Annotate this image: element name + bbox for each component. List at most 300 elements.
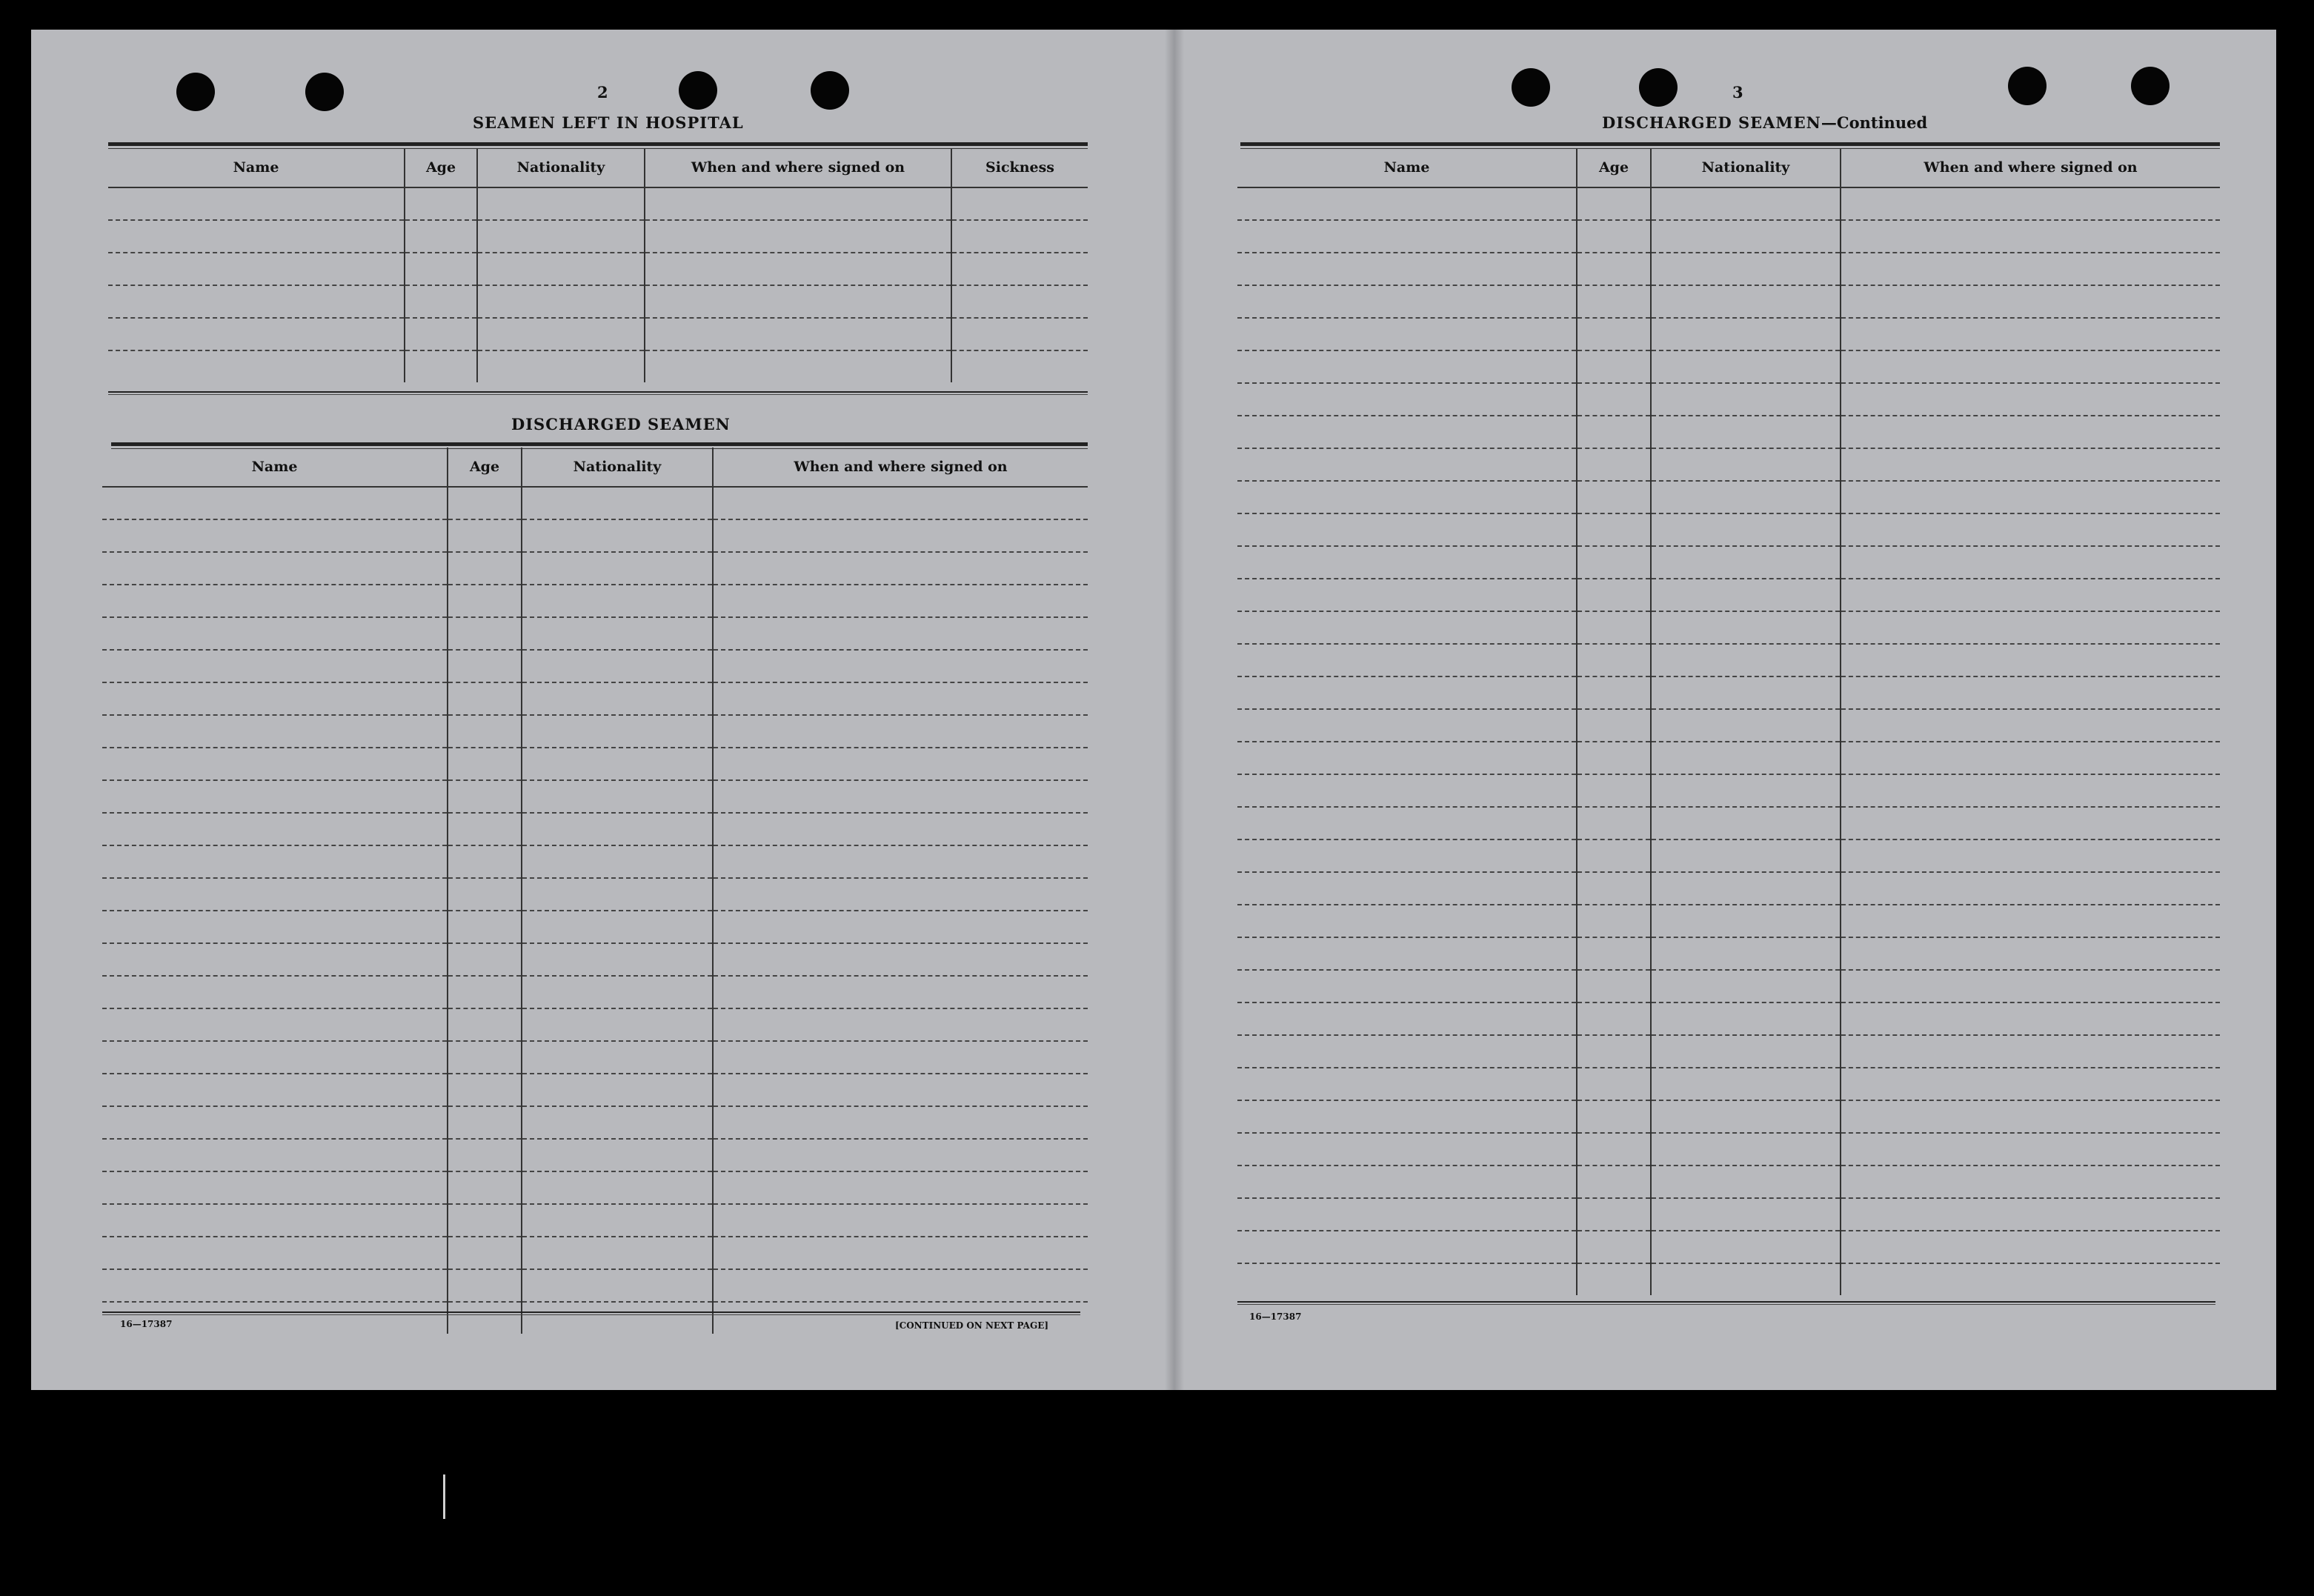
table-row [108,253,1088,285]
table-cell[interactable] [1237,350,1577,383]
table-cell[interactable] [1651,970,1841,1003]
table-cell[interactable] [1841,611,2220,644]
table-cell[interactable] [1237,546,1577,579]
table-cell[interactable] [448,1041,522,1074]
table-cell[interactable] [405,350,477,382]
table-cell[interactable] [951,187,1088,220]
table-cell[interactable] [713,878,1088,911]
table-cell[interactable] [522,976,713,1008]
table-cell[interactable] [448,519,522,552]
table-cell[interactable] [645,318,951,350]
table-cell[interactable] [522,780,713,813]
table-cell[interactable] [1577,611,1651,644]
table-cell[interactable] [1577,839,1651,872]
table-cell[interactable] [645,220,951,253]
table-cell[interactable] [1841,676,2220,709]
table-cell[interactable] [1237,285,1577,318]
table-cell[interactable] [1841,937,2220,970]
table-cell[interactable] [713,617,1088,650]
table-cell[interactable] [645,350,951,382]
table-cell[interactable] [448,845,522,878]
table-cell[interactable] [951,350,1088,382]
table-cell[interactable] [1577,350,1651,383]
column-header-name: Name [108,148,405,187]
table-cell[interactable] [102,878,448,911]
table-cell[interactable] [102,780,448,813]
section-title-discharged: DISCHARGED SEAMEN [511,415,731,433]
table-cell[interactable] [522,1302,713,1334]
table-cell[interactable] [1651,481,1841,513]
table-cell[interactable] [522,715,713,748]
table-cell[interactable] [102,1171,448,1204]
table-cell[interactable] [1651,872,1841,905]
table-cell[interactable] [522,1008,713,1041]
table-cell[interactable] [102,715,448,748]
table-cell[interactable] [713,1106,1088,1139]
table-cell[interactable] [522,682,713,715]
table-row [1237,253,2220,285]
table-cell[interactable] [448,1139,522,1171]
table-cell[interactable] [1651,774,1841,807]
table-cell[interactable] [1237,742,1577,774]
table-cell[interactable] [405,285,477,318]
table-cell[interactable] [102,748,448,780]
table-cell[interactable] [1651,1100,1841,1133]
table-cell[interactable] [951,220,1088,253]
table-cell[interactable] [1237,1166,1577,1198]
table-cell[interactable] [1577,1198,1651,1231]
table-cell[interactable] [522,1041,713,1074]
table-cell[interactable] [108,253,405,285]
table-cell[interactable] [713,1237,1088,1269]
table-cell[interactable] [1577,872,1651,905]
table-cell[interactable] [1651,1035,1841,1068]
table-cell[interactable] [522,911,713,943]
table-cell[interactable] [102,519,448,552]
table-cell[interactable] [102,552,448,585]
table-cell[interactable] [102,1204,448,1237]
table-cell[interactable] [102,845,448,878]
table-cell[interactable] [1237,579,1577,611]
table-cell[interactable] [713,585,1088,617]
table-cell[interactable] [108,350,405,382]
table-cell[interactable] [1237,1100,1577,1133]
table-cell[interactable] [448,1106,522,1139]
table-cell[interactable] [108,220,405,253]
table-cell[interactable] [1841,416,2220,448]
table-cell[interactable] [448,943,522,976]
table-cell[interactable] [448,878,522,911]
table-cell[interactable] [1841,905,2220,937]
table-cell[interactable] [713,650,1088,682]
table-cell[interactable] [713,1171,1088,1204]
table-cell[interactable] [1237,383,1577,416]
header-row [108,148,1088,187]
table-cell[interactable] [1237,872,1577,905]
table-cell[interactable] [1841,187,2220,220]
table-cell[interactable] [1841,1100,2220,1133]
table-cell[interactable] [102,650,448,682]
table-cell[interactable] [102,617,448,650]
table-cell[interactable] [1841,220,2220,253]
table-cell[interactable] [102,1237,448,1269]
table-cell[interactable] [1651,839,1841,872]
table-row [102,519,1088,552]
table-cell[interactable] [1841,1166,2220,1198]
table-row [1237,807,2220,839]
table-cell[interactable] [1651,1263,1841,1295]
table-cell[interactable] [713,943,1088,976]
table-cell[interactable] [1237,774,1577,807]
table-cell[interactable] [1577,905,1651,937]
table-cell[interactable] [1237,253,1577,285]
table-cell[interactable] [1237,513,1577,546]
table-cell[interactable] [1841,253,2220,285]
table-cell[interactable] [1577,1166,1651,1198]
table-cell[interactable] [1651,253,1841,285]
table-cell[interactable] [713,487,1088,519]
table-cell[interactable] [1651,383,1841,416]
table-cell[interactable] [102,976,448,1008]
table-cell[interactable] [448,748,522,780]
table-cell[interactable] [1577,709,1651,742]
table-cell[interactable] [1651,579,1841,611]
table-cell[interactable] [1577,1231,1651,1263]
table-row [1237,1133,2220,1166]
table-cell[interactable] [448,487,522,519]
section-title-discharged-continued [1602,113,1927,132]
table-cell[interactable] [1841,383,2220,416]
table-cell[interactable] [1651,1166,1841,1198]
table-cell[interactable] [1237,905,1577,937]
table-cell[interactable] [1237,937,1577,970]
table-cell[interactable] [1577,220,1651,253]
table-cell[interactable] [448,1204,522,1237]
table-cell[interactable] [448,911,522,943]
table-cell[interactable] [1841,1035,2220,1068]
table-cell[interactable] [405,253,477,285]
table-cell[interactable] [108,285,405,318]
column-header-age: Age [448,448,522,487]
table-cell[interactable] [1651,187,1841,220]
table-cell[interactable] [1237,1133,1577,1166]
table-cell[interactable] [108,318,405,350]
table-cell[interactable] [1237,970,1577,1003]
table-cell[interactable] [102,585,448,617]
table-row [1237,937,2220,970]
table-cell[interactable] [448,1269,522,1302]
table-cell[interactable] [1651,742,1841,774]
table-cell[interactable] [1237,187,1577,220]
table-cell[interactable] [713,1204,1088,1237]
table-cell[interactable] [713,552,1088,585]
table-cell[interactable] [477,285,645,318]
hospital-table [108,148,1088,382]
table-cell[interactable] [522,1106,713,1139]
table-cell[interactable] [1651,416,1841,448]
table-cell[interactable] [1237,1231,1577,1263]
table-cell[interactable] [713,1074,1088,1106]
table-cell[interactable] [1577,742,1651,774]
table-cell[interactable] [1237,1068,1577,1100]
table-cell[interactable] [1841,1263,2220,1295]
table-cell[interactable] [102,487,448,519]
table-cell[interactable] [448,1302,522,1334]
table-cell[interactable] [448,780,522,813]
table-row [1237,709,2220,742]
table-row [102,1269,1088,1302]
table-cell[interactable] [477,350,645,382]
section-bottom-rule [108,391,1088,395]
table-cell[interactable] [1651,546,1841,579]
table-cell[interactable] [1237,807,1577,839]
table-cell[interactable] [102,1074,448,1106]
table-cell[interactable] [1577,1068,1651,1100]
table-cell[interactable] [1651,611,1841,644]
table-cell[interactable] [448,976,522,1008]
table-cell[interactable] [405,318,477,350]
table-cell[interactable] [1841,1231,2220,1263]
table-cell[interactable] [522,617,713,650]
table-cell[interactable] [1651,513,1841,546]
table-cell[interactable] [1577,253,1651,285]
table-cell[interactable] [1841,579,2220,611]
table-cell[interactable] [522,1139,713,1171]
table-cell[interactable] [448,715,522,748]
table-cell[interactable] [1237,839,1577,872]
table-cell[interactable] [522,813,713,845]
table-cell[interactable] [1651,1068,1841,1100]
table-cell[interactable] [713,682,1088,715]
table-cell[interactable] [1237,448,1577,481]
table-cell[interactable] [522,650,713,682]
table-cell[interactable] [1577,1263,1651,1295]
table-cell[interactable] [405,187,477,220]
table-cell[interactable] [1651,676,1841,709]
table-cell[interactable] [1841,1068,2220,1100]
table-cell[interactable] [645,187,951,220]
table-cell[interactable] [522,585,713,617]
table-cell[interactable] [1577,187,1651,220]
table-cell[interactable] [1577,1035,1651,1068]
table-cell[interactable] [522,1204,713,1237]
table-cell[interactable] [1841,839,2220,872]
table-cell[interactable] [951,285,1088,318]
table-cell[interactable] [522,1171,713,1204]
table-cell[interactable] [1841,513,2220,546]
table-cell[interactable] [102,682,448,715]
table-cell[interactable] [1577,807,1651,839]
table-cell[interactable] [448,585,522,617]
table-cell[interactable] [1577,1003,1651,1035]
table-cell[interactable] [1651,1198,1841,1231]
table-cell[interactable] [713,1041,1088,1074]
table-cell[interactable] [102,1008,448,1041]
table-cell[interactable] [448,650,522,682]
table-cell[interactable] [1651,448,1841,481]
table-row [1237,220,2220,253]
table-cell[interactable] [1237,709,1577,742]
table-cell[interactable] [1577,970,1651,1003]
table-cell[interactable] [102,1269,448,1302]
table-cell[interactable] [1577,644,1651,676]
table-row [1237,872,2220,905]
table-cell[interactable] [102,1139,448,1171]
table-cell[interactable] [1841,1133,2220,1166]
table-cell[interactable] [713,1269,1088,1302]
table-cell[interactable] [102,813,448,845]
table-cell[interactable] [448,1074,522,1106]
table-cell[interactable] [1841,546,2220,579]
table-cell[interactable] [448,813,522,845]
table-cell[interactable] [1841,742,2220,774]
table-cell[interactable] [713,976,1088,1008]
table-row [1237,416,2220,448]
table-cell[interactable] [713,780,1088,813]
table-row [1237,1198,2220,1231]
table-cell[interactable] [1841,350,2220,383]
table-cell[interactable] [522,1074,713,1106]
table-cell[interactable] [102,911,448,943]
table-cell[interactable] [1651,350,1841,383]
continued-note: [CONTINUED ON NEXT PAGE] [895,1320,1049,1331]
table-cell[interactable] [448,552,522,585]
table-cell[interactable] [1841,970,2220,1003]
table-cell[interactable] [522,552,713,585]
table-cell[interactable] [477,318,645,350]
table-cell[interactable] [1577,448,1651,481]
table-cell[interactable] [713,813,1088,845]
table-cell[interactable] [522,1237,713,1269]
table-cell[interactable] [1651,285,1841,318]
table-cell[interactable] [102,1106,448,1139]
table-cell[interactable] [1577,318,1651,350]
form-number: 16—17387 [120,1319,173,1329]
table-cell[interactable] [713,1008,1088,1041]
table-cell[interactable] [522,878,713,911]
table-cell[interactable] [713,911,1088,943]
table-cell[interactable] [1577,937,1651,970]
table-cell[interactable] [1577,416,1651,448]
table-cell[interactable] [1237,1003,1577,1035]
discharged-continued-table [1237,148,2220,1295]
table-cell[interactable] [1577,513,1651,546]
table-row [108,318,1088,350]
table-cell[interactable] [1651,220,1841,253]
table-cell[interactable] [1237,220,1577,253]
table-cell[interactable] [522,845,713,878]
table-cell[interactable] [1841,1198,2220,1231]
table-cell[interactable] [1651,905,1841,937]
table-cell[interactable] [1841,774,2220,807]
table-cell[interactable] [1651,1133,1841,1166]
table-cell[interactable] [1841,644,2220,676]
table-cell[interactable] [448,1008,522,1041]
column-header-when-and-where-signed-on: When and where signed on [645,148,951,187]
table-cell[interactable] [1577,774,1651,807]
table-cell[interactable] [1577,285,1651,318]
table-cell[interactable] [1237,676,1577,709]
table-cell[interactable] [1841,448,2220,481]
table-row [102,650,1088,682]
table-cell[interactable] [713,748,1088,780]
table-cell[interactable] [1651,1231,1841,1263]
table-cell[interactable] [1577,383,1651,416]
table-row [1237,905,2220,937]
table-cell[interactable] [1651,807,1841,839]
table-cell[interactable] [477,253,645,285]
table-cell[interactable] [1577,676,1651,709]
table-cell[interactable] [951,318,1088,350]
table-cell[interactable] [645,285,951,318]
table-cell[interactable] [1651,709,1841,742]
table-cell[interactable] [448,617,522,650]
table-cell[interactable] [102,1041,448,1074]
table-row [102,682,1088,715]
table-cell[interactable] [1841,318,2220,350]
table-cell[interactable] [1841,481,2220,513]
table-cell[interactable] [1577,1133,1651,1166]
table-cell[interactable] [1651,937,1841,970]
table-cell[interactable] [477,220,645,253]
table-cell[interactable] [951,253,1088,285]
table-cell[interactable] [1237,416,1577,448]
section-bottom-rule [102,1311,1080,1315]
table-cell[interactable] [108,187,405,220]
table-cell[interactable] [1651,644,1841,676]
table-cell[interactable] [522,1269,713,1302]
table-cell[interactable] [1237,1198,1577,1231]
table-cell[interactable] [1237,1035,1577,1068]
table-cell[interactable] [1577,579,1651,611]
table-cell[interactable] [448,682,522,715]
table-cell[interactable] [1237,1263,1577,1295]
table-cell[interactable] [1237,644,1577,676]
table-cell[interactable] [522,487,713,519]
table-row [102,1106,1088,1139]
table-cell[interactable] [1651,318,1841,350]
table-cell[interactable] [1841,709,2220,742]
table-cell[interactable] [1841,1003,2220,1035]
table-cell[interactable] [645,253,951,285]
table-cell[interactable] [1841,807,2220,839]
table-cell[interactable] [522,519,713,552]
table-cell[interactable] [477,187,645,220]
table-cell[interactable] [1841,285,2220,318]
table-cell[interactable] [405,220,477,253]
table-row [1237,350,2220,383]
table-cell[interactable] [1651,1003,1841,1035]
table-row [102,1204,1088,1237]
table-cell[interactable] [522,748,713,780]
table-cell[interactable] [1237,318,1577,350]
table-cell[interactable] [713,715,1088,748]
table-cell[interactable] [1577,481,1651,513]
table-cell[interactable] [1841,872,2220,905]
table-cell[interactable] [102,943,448,976]
table-cell[interactable] [448,1237,522,1269]
table-cell[interactable] [713,519,1088,552]
table-cell[interactable] [448,1171,522,1204]
table-cell[interactable] [713,845,1088,878]
table-cell[interactable] [522,943,713,976]
table-cell[interactable] [1237,481,1577,513]
table-cell[interactable] [1577,1100,1651,1133]
table-row [102,845,1088,878]
table-cell[interactable] [1237,611,1577,644]
table-cell[interactable] [1577,546,1651,579]
table-cell[interactable] [713,1139,1088,1171]
